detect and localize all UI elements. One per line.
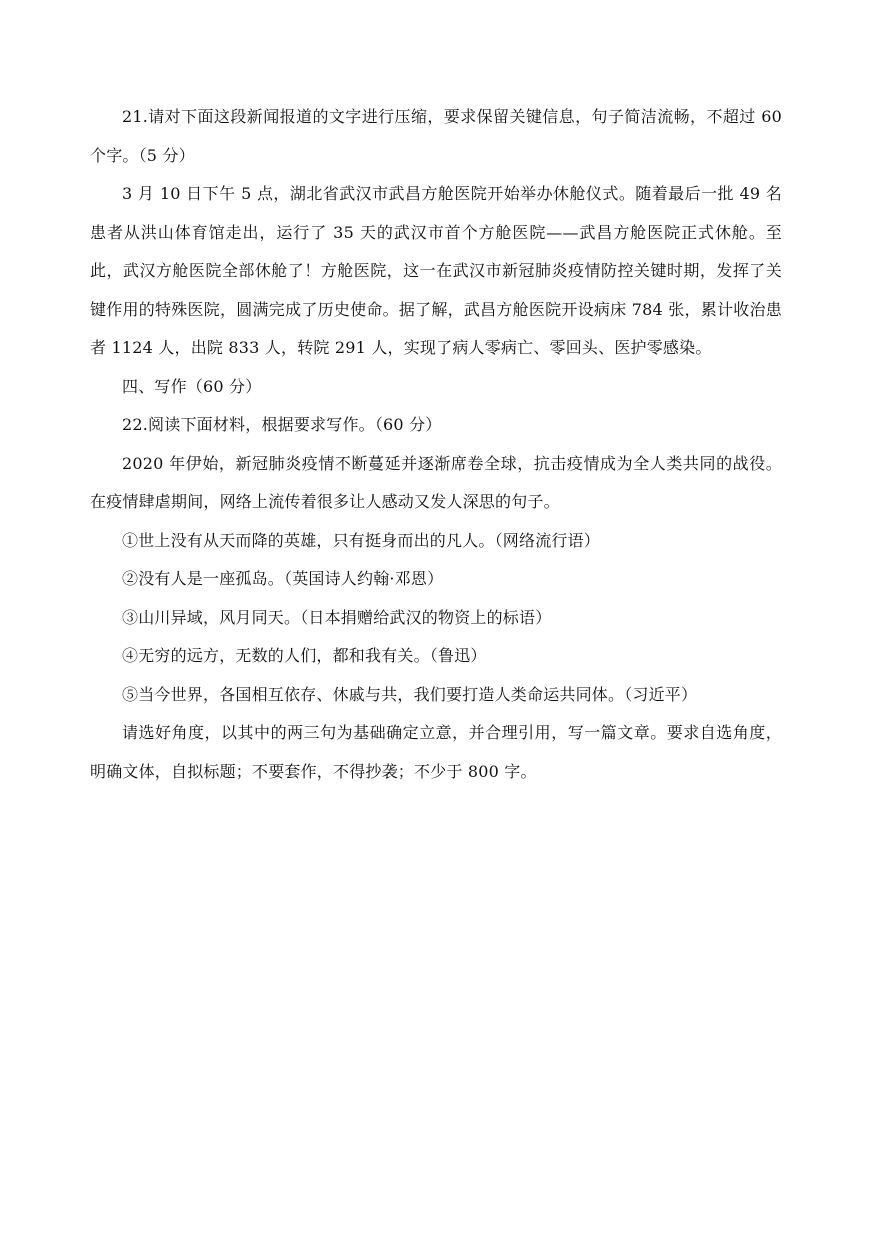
- question-21-prompt: 21.请对下面这段新闻报道的文字进行压缩，要求保留关键信息，句子简洁流畅，不超过 60 个字。（5 分）: [90, 107, 782, 165]
- quote-5: ⑤当今世界，各国相互依存、休戚与共，我们要打造人类命运共同体。（习近平）: [122, 684, 698, 704]
- quote-1: ①世上没有从天而降的英雄，只有挺身而出的凡人。（网络流行语）: [122, 530, 601, 550]
- document-content: [90, 98, 782, 791]
- quote-3: ③山川异域，风月同天。（日本捐赠给武汉的物资上的标语）: [122, 607, 552, 627]
- question-22-material: 2020 年伊始，新冠肺炎疫情不断蔓延并逐渐席卷全球，抗击疫情成为全人类共同的战役。在疫情肆虐期间，网络上流传着很多让人感动又发人深思的句子。: [90, 453, 782, 511]
- quote-4: ④无穷的远方，无数的人们，都和我有关。（鲁迅）: [122, 646, 487, 665]
- question-21-passage: 3 月 10 日下午 5 点，湖北省武汉市武昌方舱医院开始举办休舱仪式。随着最后一批 49 名患者从洪山体育馆走出，运行了 35 天的武汉市首个方舱医院——武昌方舱医院正式休舱。至此，武汉方舱医院全部休舱了！方舱医院，这一在武汉市新冠肺炎疫情防控关键时期，发挥了关键作用的特殊医院，圆满完成了历史使命。据了解，武昌方舱医院开设病床 784 张，累计收治患者 1124 人，出院 833 人，转院 291 人，实现了病人零病亡、零回头、医护零感染。: [90, 184, 782, 357]
- section-4-heading: 四、写作（60 分）: [122, 376, 262, 396]
- quote-2: ②没有人是一座孤岛。（英国诗人约翰·邓恩）: [122, 569, 444, 588]
- question-22-prompt: 22.阅读下面材料，根据要求写作。（60 分）: [122, 415, 442, 434]
- question-22-requirement: 请选好角度，以其中的两三句为基础确定立意，并合理引用，写一篇文章。要求自选角度，明确文体，自拟标题；不要套作，不得抄袭；不少于 800 字。: [90, 723, 782, 781]
